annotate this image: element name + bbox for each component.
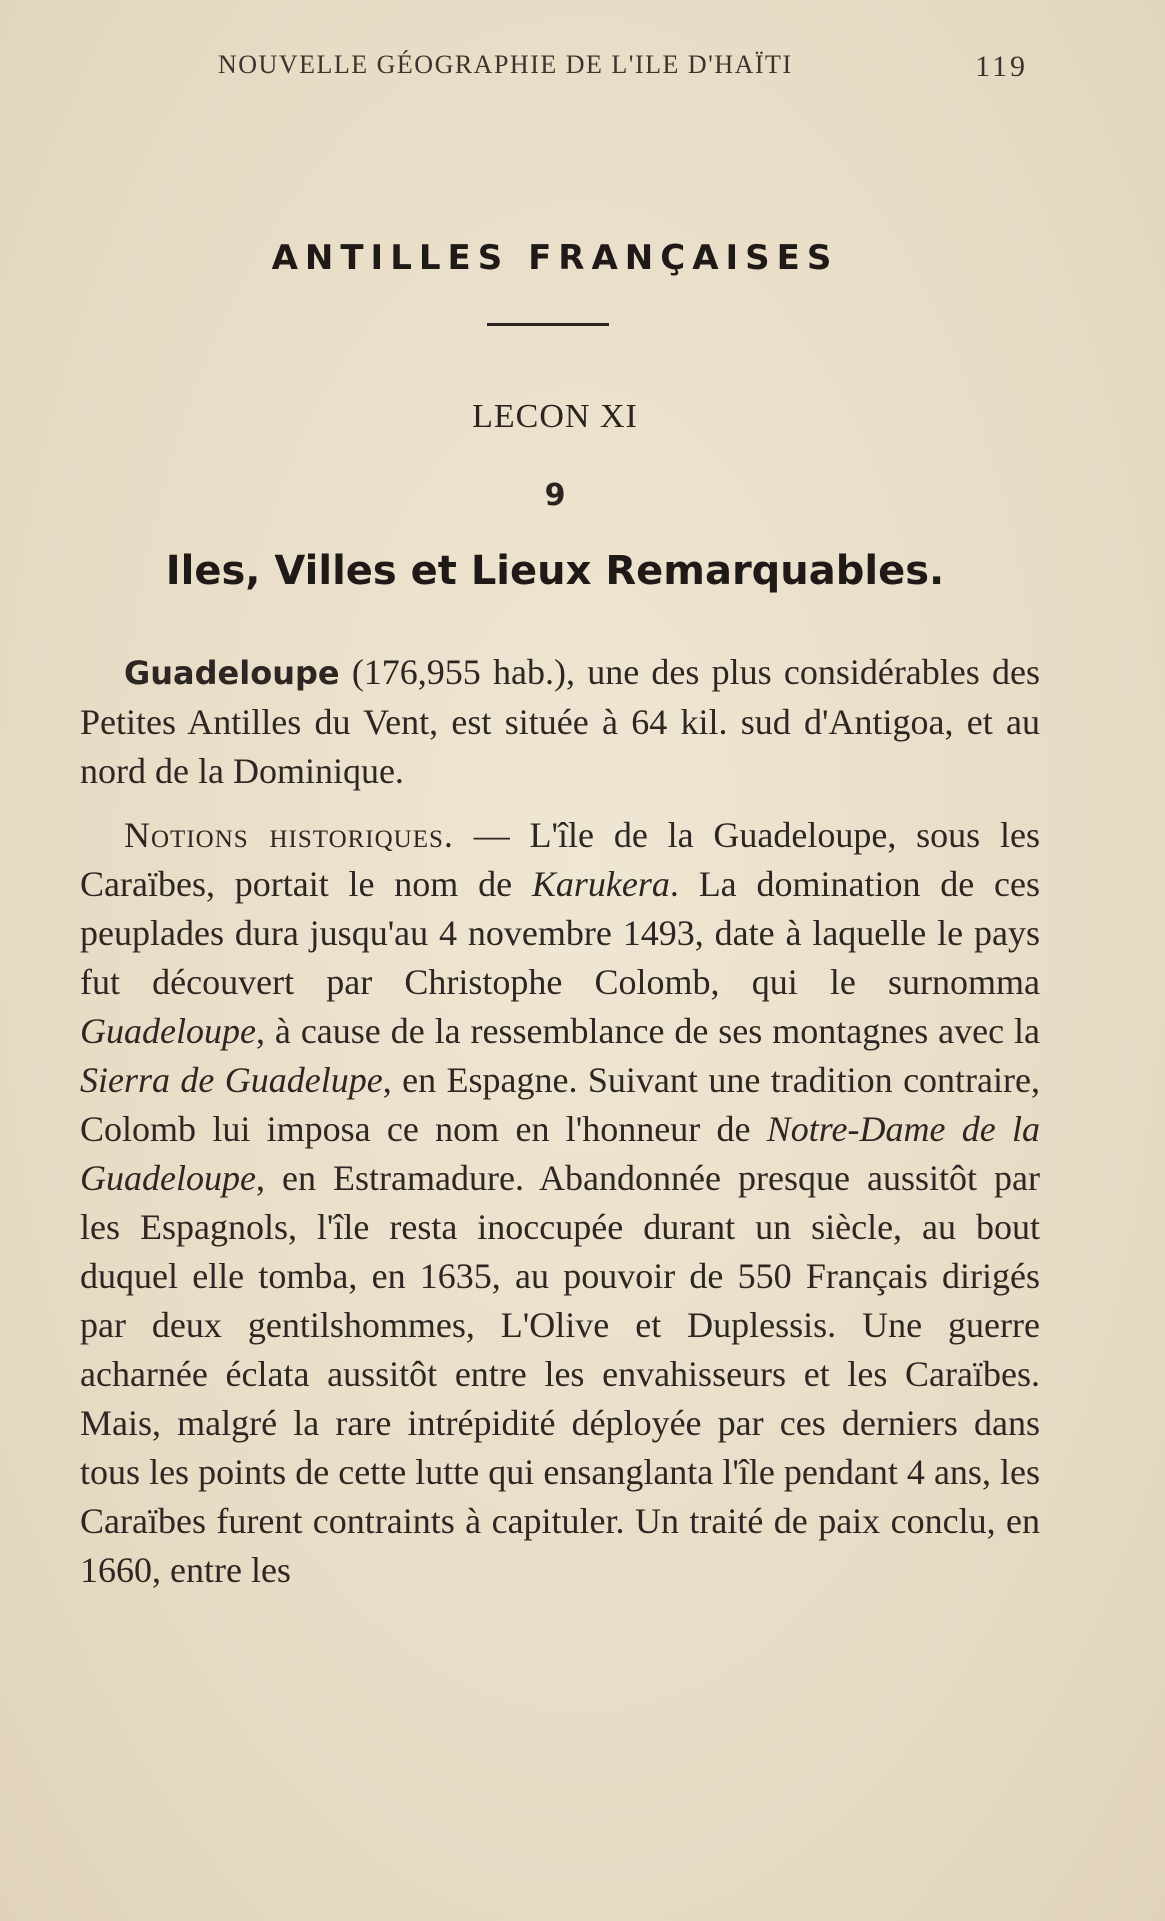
text-segment: — L'île de la Guadeloupe, sous les Caraïbes, portait le nom de [80,815,1040,904]
text-segment: , en Estramadure. Abandonnée presque aussitôt par les Espagnols, l'île resta inoccupée durant un siècle, au bout duquel elle tomba, en 1635, au pouvoir de 550 Français dirigés par deux gentilshommes, L'Olive et Duplessis. Une guerre acharnée éclata aussitôt entre les envahisseurs et les Caraïbes. Mais, malgré la rare intrépidité déployée par ces derniers dans tous les points de cette lutte qui ensanglanta l'île pendant 4 ans, les Caraïbes furent contraints à capituler. Un traité de paix conclu, en 1660, entre les [80,1158,1040,1590]
body-text [80,648,1040,1610]
text-segment: , en Espagne. Suivant une tradition contraire, Colomb lui imposa ce nom en l'honneur de [80,1060,1040,1149]
italic-term: Karukera [531,864,670,904]
paragraph-lead-term: Guadeloupe [124,654,340,692]
paragraph-guadeloupe [80,648,1040,796]
running-head [218,50,1038,90]
text-segment: , à cause de la ressemblance de ses montagnes avec la [255,1011,1040,1051]
page-number: 119 [975,50,1028,83]
lesson-number: 9 [544,478,566,513]
lesson-label: LECON XI [472,398,638,435]
italic-term: Sierra de Guadelupe [80,1060,383,1100]
paragraph-lead-heading: Notions historiques. [124,815,454,855]
title-divider [487,323,609,326]
paragraph-text: (176,955 hab.), une des plus considérables des Petites Antilles du Vent, est située à 64 kil. sud d'Antigoa, et au nord de la Dominique. [80,652,1040,791]
italic-term: Notre-Dame de la Guadeloupe [80,1109,1041,1198]
paragraph-historical-notes [80,811,1040,1595]
text-segment: . La domination de ces peuplades dura jusqu'au 4 novembre 1493, date à laquelle le pays fut découvert par Christophe Colomb, qui le surnomma [80,864,1040,1002]
italic-term: Guadeloupe [80,1011,256,1051]
section-title: ANTILLES FRANÇAISES [271,238,839,278]
running-head-title: NOUVELLE GÉOGRAPHIE DE L'ILE D'HAÏTI [218,50,793,79]
lesson-subtitle: Iles, Villes et Lieux Remarquables. [165,548,945,594]
